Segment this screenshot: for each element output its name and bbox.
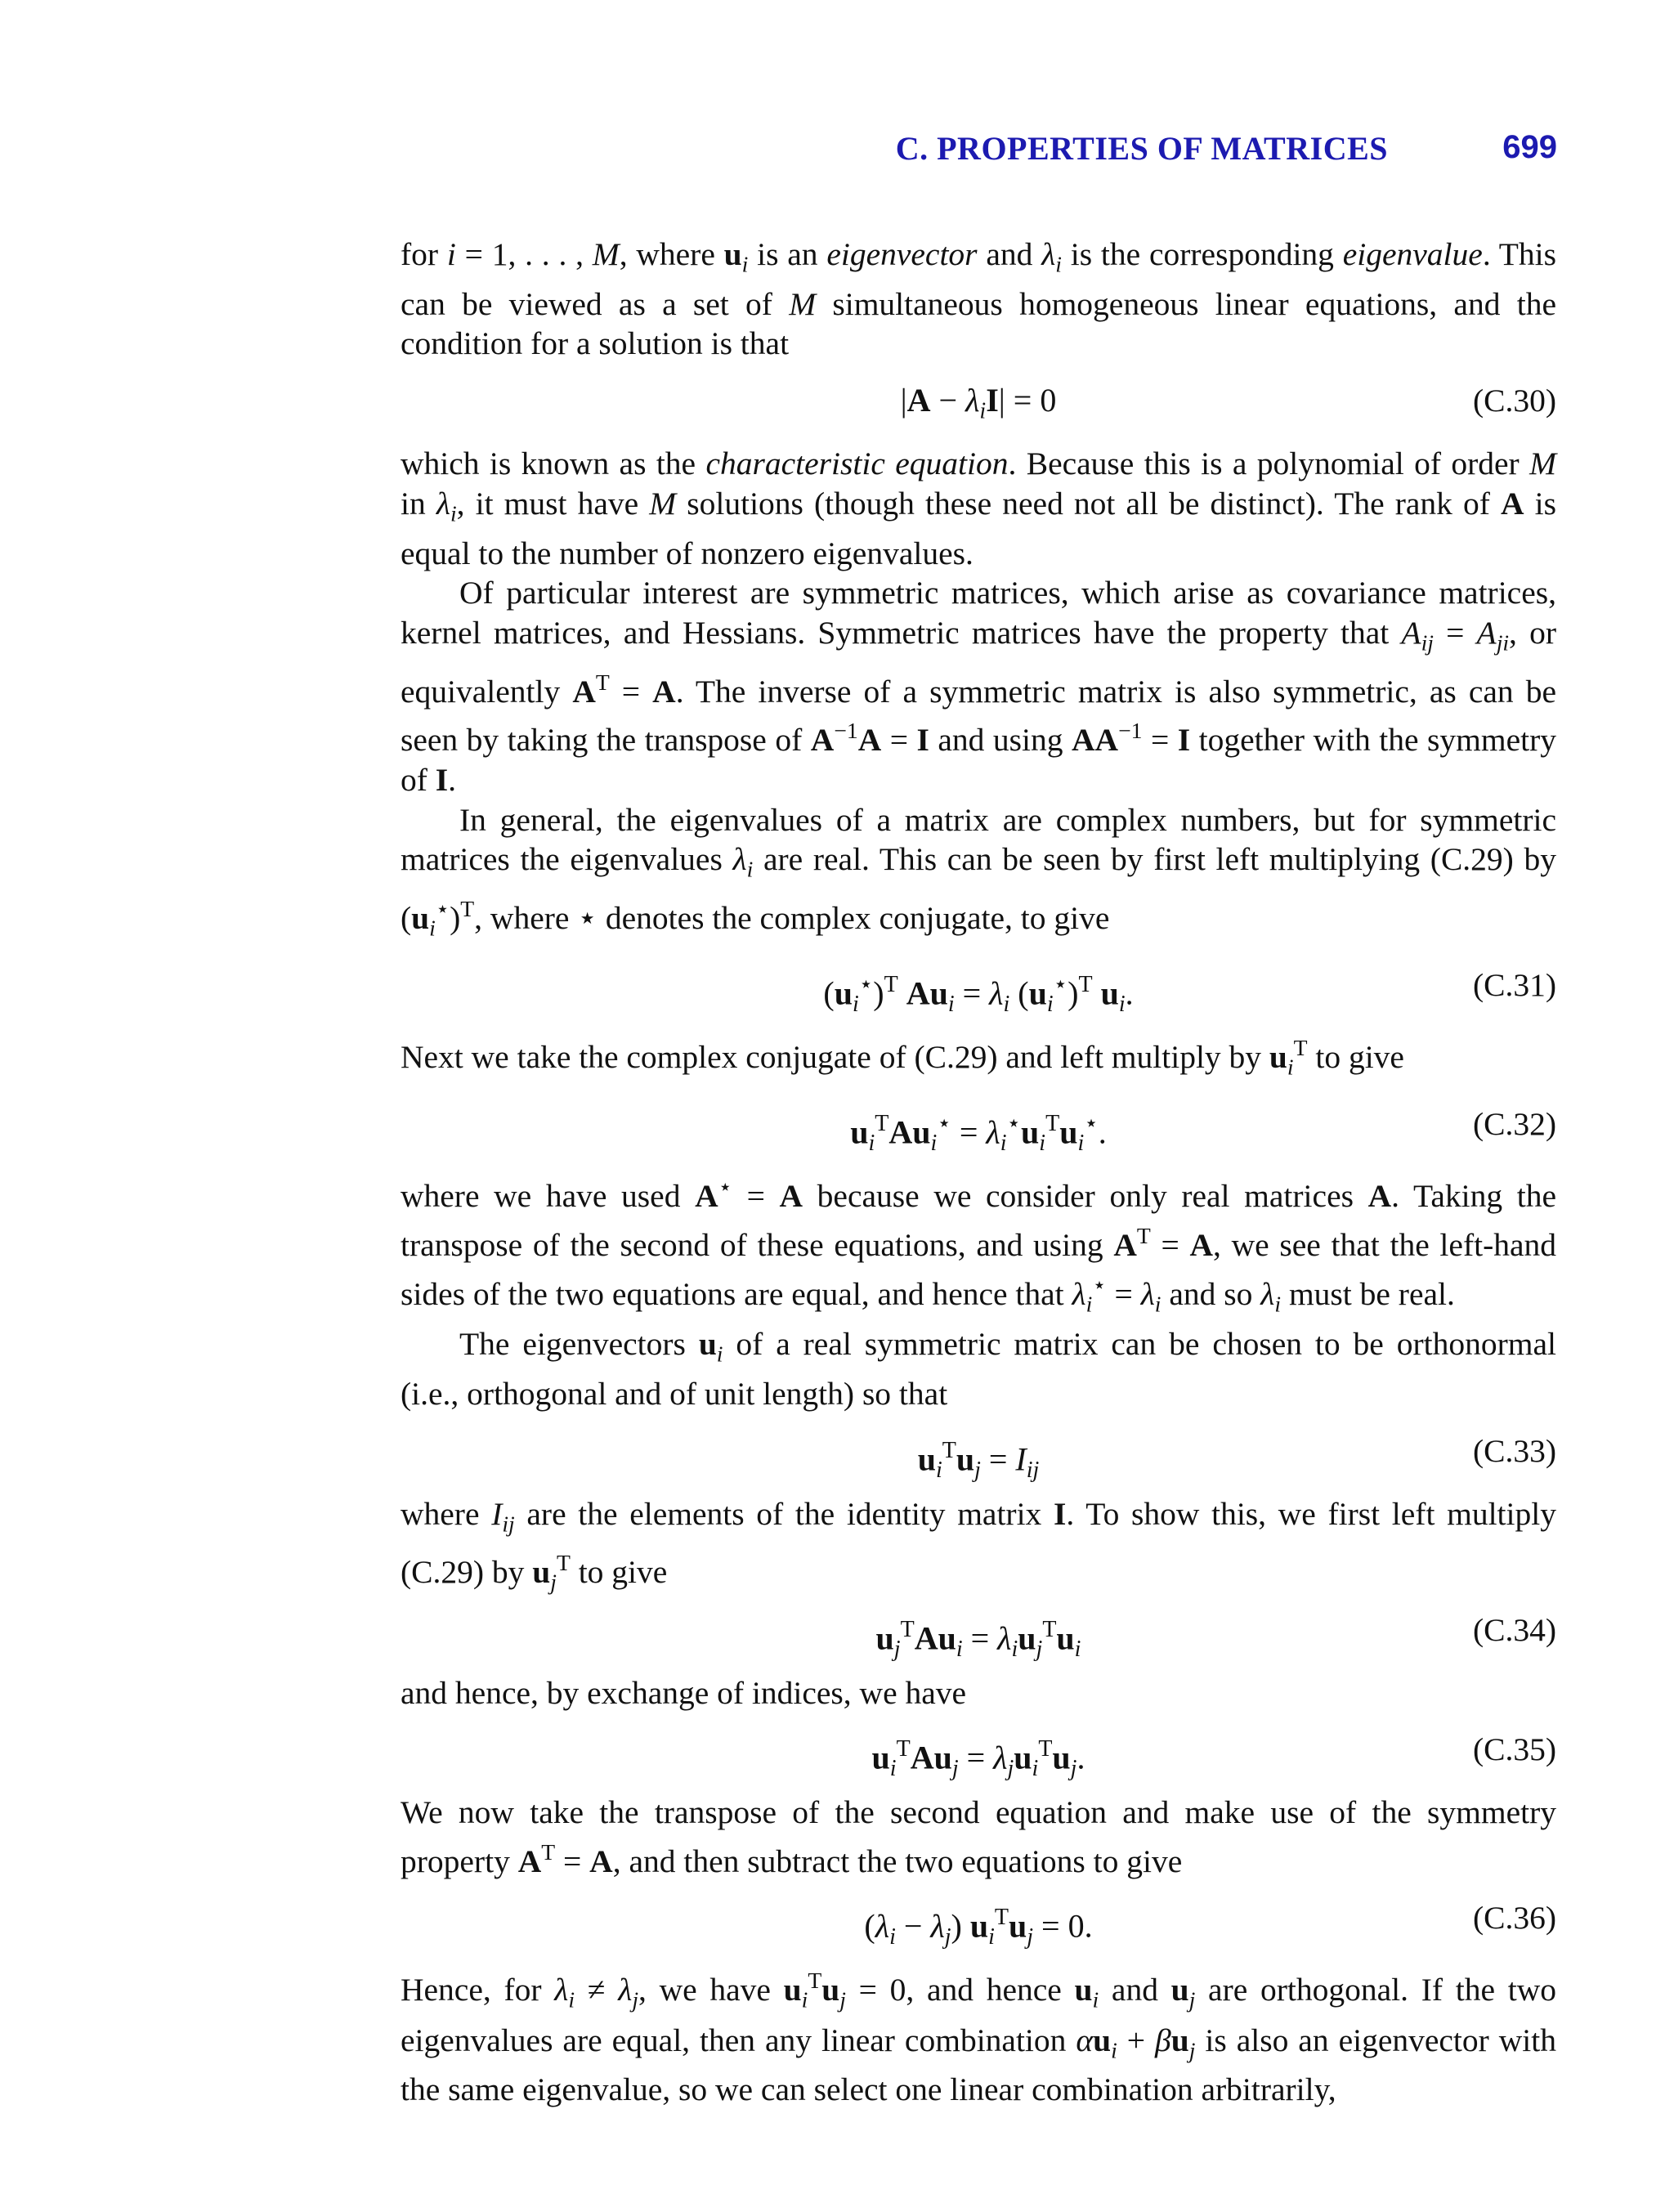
equation-number: (C.36) xyxy=(1472,1900,1556,1937)
equation-math: $|A - \lambda_iI| = 0$ xyxy=(900,382,1057,424)
equation-c33 xyxy=(401,1429,1556,1483)
paragraph: which is known as the characteristic equation. Because this is a polynomial of order M in $\lambda_i$, it must have M solutions (though these need not all be distinct). The rank of A is equal to the number of nonzero eigenvalues. xyxy=(401,446,1556,571)
equation-math: $(\lambda_i - \lambda_j) u_i^Tu_j = 0$. xyxy=(864,1905,1093,1950)
page-body xyxy=(401,233,1556,2110)
equation-number: (C.30) xyxy=(1472,383,1556,419)
equation-number: (C.33) xyxy=(1472,1432,1556,1469)
running-header xyxy=(0,129,1674,178)
equation-math: $(u_i^⋆)^T$ $Au_i = \lambda_i$ $(u_i^⋆)^T$ $u_i$. xyxy=(823,972,1134,1018)
equation-number: (C.34) xyxy=(1472,1611,1556,1648)
paragraph: where $I_{ij}$ are the elements of the identity matrix I. To show this, we first left multiply (C.29) by $u_j^T$ to give xyxy=(401,1495,1556,1595)
equation-number: (C.35) xyxy=(1472,1731,1556,1768)
equation-math: $u_i^TAu_j = \lambda_ju_i^Tu_j$. xyxy=(871,1736,1085,1781)
paragraph: and hence, by exchange of indices, we have xyxy=(401,1674,967,1711)
equation-math: $u_i^TAu_i^⋆ = \lambda_i^⋆u_i^Tu_i^⋆$. xyxy=(850,1111,1107,1157)
paragraph: Of particular interest are symmetric matrices, which arise as covariance matrices, kernel matrices, and Hessians. Symmetric matrices have the property that $A_{ij} = A_{ji}$, or equivalently $A^T = A$. The inverse of a symmetric matrix is also symmetric, as can be seen by taking the transpose of $A^{-1}A = I$ and using $AA^{-1} = I$ together with the symmetry of I. xyxy=(401,575,1557,799)
equation-number: (C.31) xyxy=(1472,967,1556,1004)
chapter-title: C. PROPERTIES OF MATRICES xyxy=(895,130,1388,167)
equation-c34 xyxy=(401,1608,1556,1662)
paragraph: In general, the eigenvalues of a matrix are complex numbers, but for symmetric matrices the eigenvalues $\lambda_i$ are real. This can be seen by first left multiplying (C.29) by $(u_i^⋆)^T$, where ⋆ denotes the complex conjugate, to give xyxy=(401,801,1556,941)
equation-math: $u_j^TAu_i = \lambda_iu_j^Tu_i$ xyxy=(875,1616,1081,1662)
equation-c36 xyxy=(401,1896,1556,1950)
equation-number: (C.32) xyxy=(1472,1106,1556,1143)
paragraph: for i = 1, . . . , M, where $u_i$ is an eigenvector and $\lambda_i$ is the corresponding eigenvalue. This can be viewed as a set of M simultaneous homogeneous linear equations, and the condition for a solution is that xyxy=(401,236,1556,362)
paragraph: The eigenvectors $u_i$ of a real symmetric matrix can be chosen to be orthonormal (i.e., orthogonal and of unit length) so that xyxy=(401,1326,1556,1412)
paragraph: We now take the transpose of the second equation and make use of the symmetry property $A^T = A$, and then subtract the two equations to give xyxy=(401,1794,1556,1879)
paragraph: Next we take the complex conjugate of (C.29) and left multiply by $u_i^T$ to give xyxy=(401,1035,1404,1080)
equation-c30 xyxy=(401,378,1556,423)
equation-c31 xyxy=(401,963,1556,1018)
equation-c35 xyxy=(401,1727,1556,1781)
paragraph: Hence, for $\lambda_i \ne \lambda_j$, we have $u_i^Tu_j = 0$, and hence $u_i$ and $u_j$ are orthogonal. If the two eigenvalues are equal, then any linear combination $\alpha u_i + \beta u_j$ is also an eigenvector with the same eigenvalue, so we can select one linear combination arbitrarily, xyxy=(401,1968,1557,2108)
equation-c32 xyxy=(401,1102,1556,1157)
equation-math: $u_i^Tu_j = I_{ij}$ xyxy=(917,1437,1040,1483)
page-number: 699 xyxy=(1502,129,1557,165)
paragraph: where we have used A⋆ = A because we consider only real matrices A. Taking the transpose of the second of these equations, and using $A^T = A$, we see that the left-hand sides of the two equations are equal, and hence that $\lambda_i^⋆ = \lambda_i$ and so $\lambda_i$ must be real. xyxy=(401,1174,1557,1317)
